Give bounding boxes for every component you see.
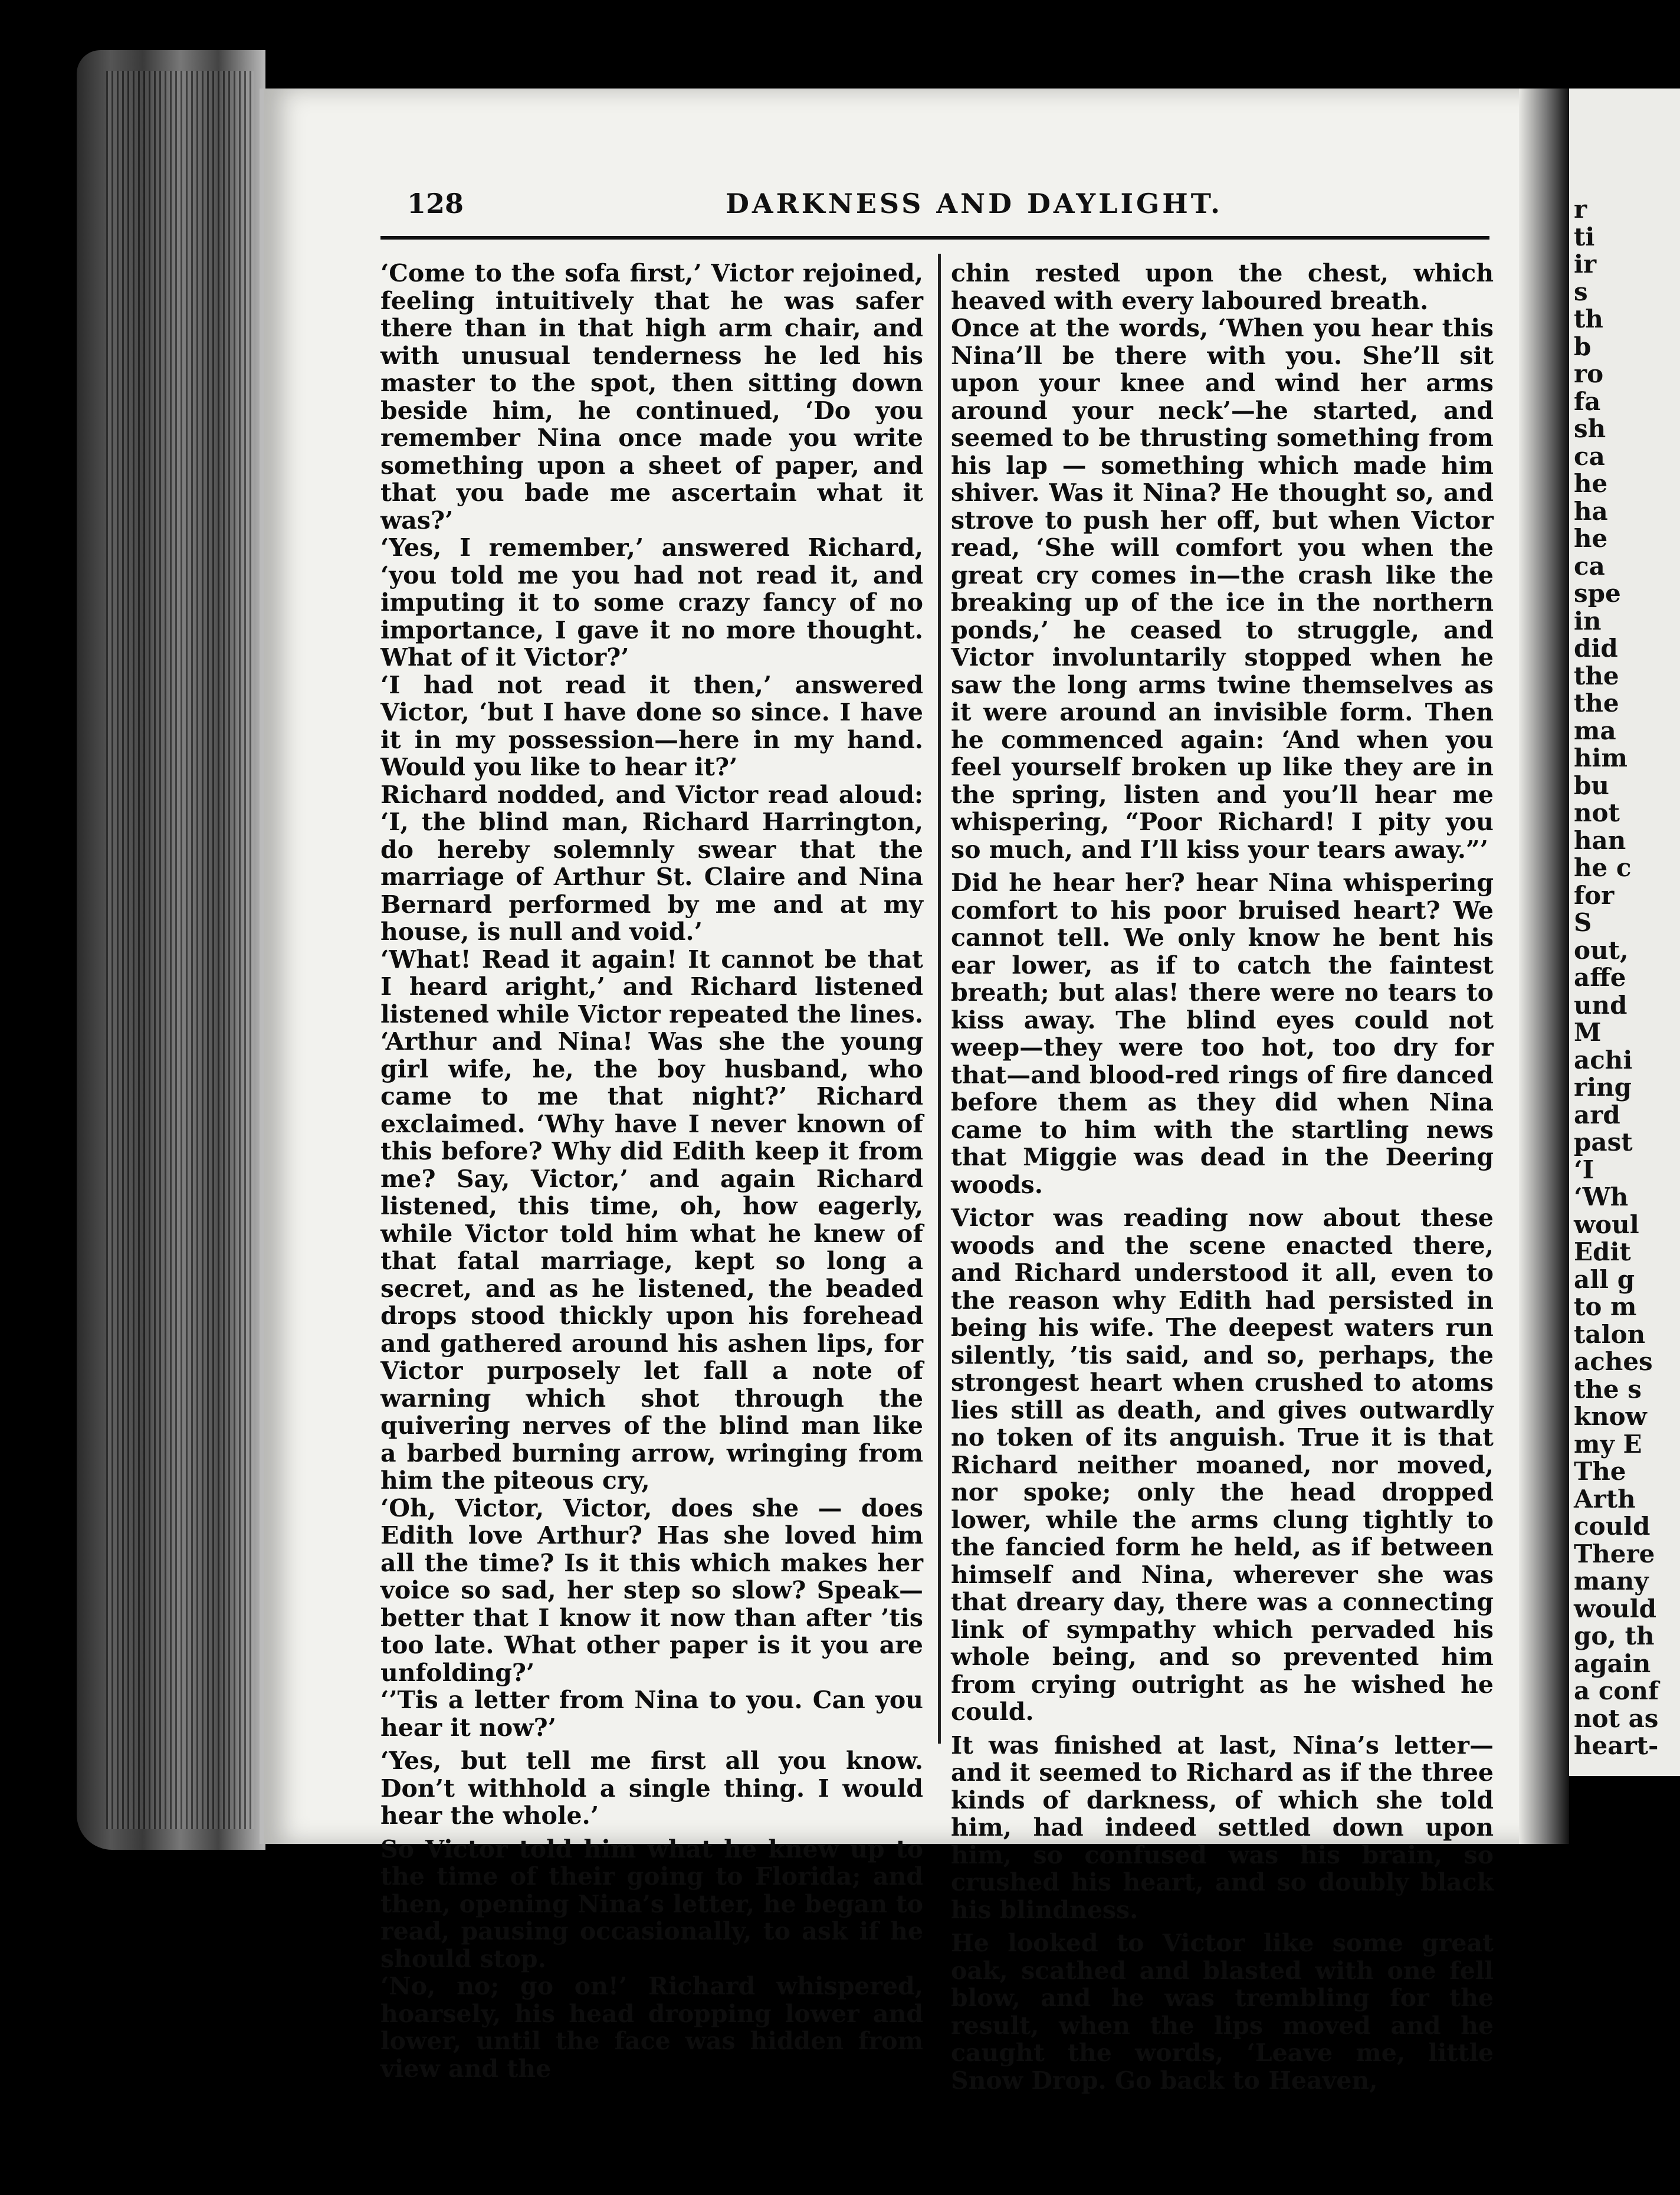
next-page-fragment: woul [1574,1210,1639,1239]
next-page-fragment: for [1574,880,1615,910]
next-page-fragment: ma [1574,716,1616,745]
next-page-fragment: talon [1574,1319,1646,1349]
next-page-fragment: ‘Wh [1574,1182,1629,1211]
next-page-fragment: M [1574,1018,1602,1047]
paragraph: ‘What! Read it again! It cannot be that I heard aright,’ and Richard listened listened while Victor repeated the lines. ‘Arthur and Nina! Was she the young girl wife, he, the boy husband, who came to me that night?’ Richard exclaimed. ‘Why have I never known of this before? Why did Edith keep it from me? Say, Victor,’ and again Richard listened, this time, oh, how eagerly, while Victor told him what he knew of that fatal marriage, kept so long a secret, and as he listened, the beaded drops stood thickly upon his forehead and gathered around his ashen lips, for Victor purposely let fall a note of warning which shot through the quivering nerves of the blind man like a barbed burning arrow, wringing from him the piteous cry, [380,945,923,1495]
paragraph: ‘Come to the sofa first,’ Victor rejoined, feeling intuitively that he was safer there than in that high arm chair, and with unusual tenderness he led his master to the spot, then sitting down beside him, he continued, ‘Do you remember Nina once made you write something upon a sheet of paper, and that you bade me ascertain what it was?’ [380,259,923,535]
paragraph: Once at the words, ‘When you hear this Nina’ll be there with you. She’ll sit upon your knee and wind her arms around your neck’—he started, and seemed to be thrusting something from his lap — something which made him shiver. Was it Nina? He thought so, and strove to push her off, but when Victor read, ‘She will comfort you when the great cry comes in—the crash like the breaking up of the ice in the northern ponds,’ he ceased to struggle, and Victor involuntarily stopped when he saw the long arms twine themselves as it were around an invisible form. Then he commenced again: ‘And when you feel yourself broken up like they are in the spring, listen and you’ll hear me whispering, “Poor Richard! I pity you so much, and I’ll kiss your tears away.”’ [951,314,1494,864]
next-page-fragment: would [1574,1594,1657,1623]
paragraph: It was finished at last, Nina’s letter—and it seemed to Richard as if the three kinds of darkness, of which she told him, had indeed settled down upon him, so confused was his brain, so crushed his heart, and so doubly black his blindness. [951,1731,1494,1924]
next-page-fragment: S [1574,908,1592,937]
next-page-fragment: him [1574,743,1628,772]
next-page-fragment: he [1574,469,1608,498]
next-page-fragment: ca [1574,441,1605,471]
next-page-fragment: spe [1574,579,1621,608]
next-page-fragment: The [1574,1457,1626,1486]
next-page-fragment: ti [1574,222,1595,251]
next-page-fragment: There [1574,1539,1655,1568]
right-column [951,260,1494,2094]
next-page-fragment: ro [1574,359,1604,388]
next-page-fragment: ring [1574,1073,1632,1102]
paragraph: ‘I had not read it then,’ answered Victor, ‘but I have done so since. I have it in my possession—here in my hand. Would you like to hear it?’ [380,670,923,781]
next-page-fragment: bu [1574,771,1609,800]
next-page-fragment: he [1574,524,1608,553]
next-page-fragment: did [1574,634,1618,663]
column-divider [938,254,941,1744]
next-page-fragment: s [1574,277,1588,306]
next-page-fragment: fa [1574,386,1601,416]
paragraph: ‘No, no; go on!’ Richard whispered, hoarsely, his head dropping lower and lower, until the face was hidden from view and the [380,1972,923,2083]
next-page-fragment: r [1574,195,1587,224]
next-page-fragment: go, th [1574,1621,1655,1650]
next-page-fragment: achi [1574,1045,1633,1074]
next-page-fragment: to m [1574,1292,1637,1321]
next-page-fragment: ir [1574,250,1597,279]
page-edges [106,71,254,1829]
next-page-fragment: aches [1574,1347,1653,1376]
gutter-shadow [1519,89,1569,1844]
next-page-fragment: the [1574,689,1619,718]
paragraph: ‘Oh, Victor, Victor, does she — does Edith love Arthur? Has she loved him all the time? Is it this which makes her voice so sad, her step so slow? Speak—better that I know it now than after ’tis too late. What other paper is it you are unfolding?’ [380,1493,923,1687]
next-page-fragment: sh [1574,414,1606,443]
next-page-fragment: heart- [1574,1731,1659,1760]
next-page-fragment: han [1574,825,1626,855]
next-page-fragment: ard [1574,1100,1620,1129]
paragraph: ‘Yes, but tell me first all you know. Don’t withhold a single thing. I would hear the whole.’ [380,1747,923,1830]
next-page-fragment: ha [1574,496,1608,526]
next-page-fragment: Edit [1574,1237,1631,1266]
paragraph: So Victor told him what he knew up to the time of their going to Florida; and then, opening Nina’s letter, he began to read, pausing occasionally, to ask if he should stop. [380,1834,923,1973]
next-page-fragment: past [1574,1128,1633,1157]
header-rule [380,236,1489,240]
page-number: 128 [407,188,464,220]
next-page-edge [1569,89,1680,1776]
paragraph: Victor was reading now about these woods and the scene enacted there, and Richard understood it all, even to the reason why Edith had persisted in being his wife. The deepest waters run silently, ’tis said, and so, perhaps, the strongest heart when crushed to atoms lies still as death, and gives outwardly no token of its anguish. True it is that Richard neither moaned, nor moved, nor spoke; only the head dropped lower, while the arms clung tightly to the fancied form he held, as if between himself and Nina, wherever she was that dreary day, there was a connecting link of sympathy which pervaded his whole being, and so prevented him from crying outright as he wished he could. [951,1204,1494,1726]
next-page-fragment: the s [1574,1374,1642,1404]
next-page-fragment: he c [1574,853,1632,882]
next-page-fragment: out, [1574,935,1629,965]
paragraph: Did he hear her? hear Nina whispering comfort to his poor bruised heart? We cannot tell. We only know he bent his ear lower, as if to catch the faintest breath; but alas! there were no tears to kiss away. The blind eyes could not weep—they were too hot, too dry for that—and blood-red rings of fire danced before them as they did when Nina came to him with the startling news that Miggie was dead in the Deering woods. [951,869,1494,1199]
next-page-fragment: b [1574,332,1592,361]
next-page-fragment: und [1574,990,1628,1020]
paragraph: ‘’Tis a letter from Nina to you. Can you hear it now?’ [380,1686,923,1742]
next-page-fragment: affe [1574,963,1626,992]
next-page-fragment: not as [1574,1703,1659,1733]
next-page-fragment: ‘I [1574,1155,1594,1184]
next-page-fragment: the [1574,661,1619,690]
next-page-fragment: Arth [1574,1484,1636,1513]
next-page-fragment: a conf [1574,1676,1659,1705]
next-page-fragment: could [1574,1512,1651,1541]
next-page-fragment: th [1574,304,1603,333]
next-page-fragment: my E [1574,1429,1642,1459]
book-title: DARKNESS AND DAYLIGHT. [726,188,1223,220]
paragraph: chin rested upon the chest, which heaved with every laboured breath. [951,259,1494,315]
next-page-fragment: many [1574,1567,1649,1596]
running-head [407,188,1498,235]
paragraph: He looked to Victor like some great oak, scathed and blasted with one fell blow, and he was trembling for the result, when the lips moved and he caught the words, ‘Leave me, little Snow Drop. Go back to Heaven, [951,1929,1494,2095]
paragraph: ‘Yes, I remember,’ answered Richard, ‘you told me you had not read it, and imputing it to some crazy fancy of no importance, I gave it no more thought. What of it Victor?’ [380,533,923,671]
paragraph: Richard nodded, and Victor read aloud: ‘I, the blind man, Richard Harrington, do hereby solemnly swear that the marriage of Arthur St. Claire and Nina Bernard performed by me and at my house, is null and void.’ [380,780,923,946]
next-page-fragment: all g [1574,1264,1635,1294]
next-page-fragment: not [1574,798,1620,827]
next-page-fragment: know [1574,1402,1647,1431]
next-page-fragment: again [1574,1649,1651,1678]
next-page-fragment: ca [1574,551,1605,581]
left-column [380,260,923,2082]
next-page-fragment: in [1574,606,1602,635]
